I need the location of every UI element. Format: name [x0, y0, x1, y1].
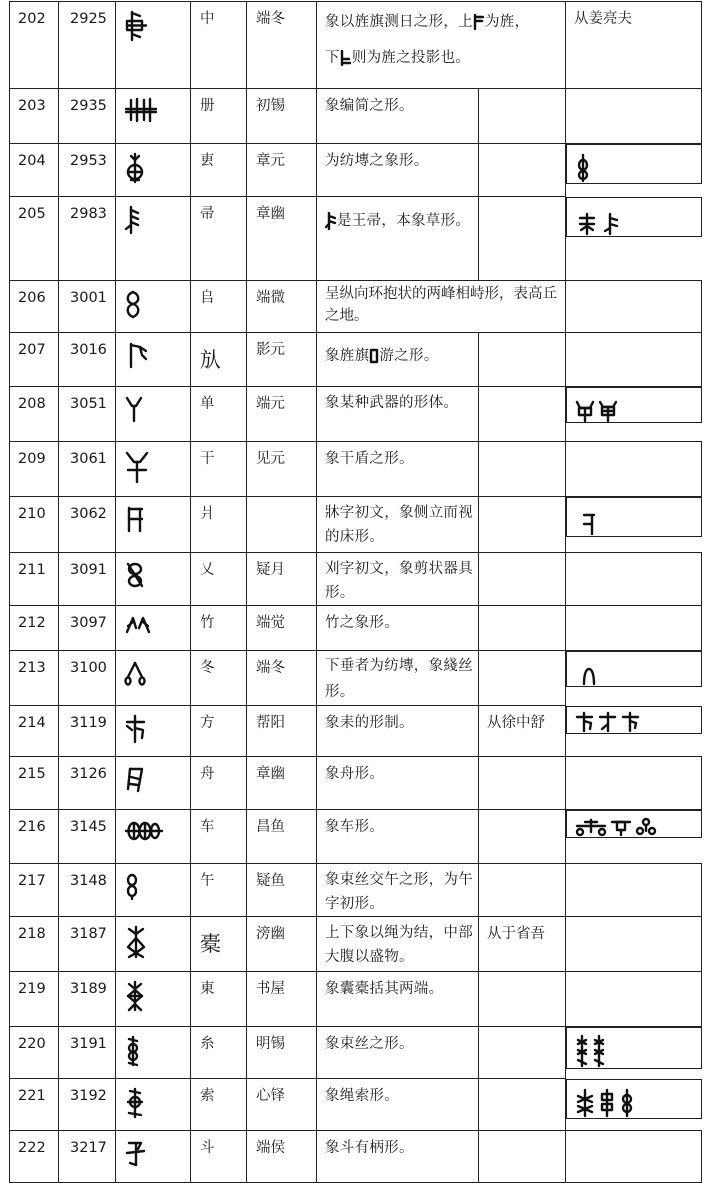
row-number: 207 [10, 333, 59, 387]
character-id: 3126 [59, 757, 116, 810]
modern-character: 爿 [191, 497, 247, 553]
flag-top-icon [473, 14, 485, 30]
explanation [317, 2, 566, 89]
row-number: 214 [10, 706, 59, 757]
modern-character: 叀 [191, 144, 247, 197]
character-id: 3191 [59, 1027, 116, 1079]
row-number: 220 [10, 1027, 59, 1079]
character-id: 2935 [59, 89, 116, 144]
explanation: 象某种武器的形体。 [317, 387, 479, 442]
table-row [10, 1079, 702, 1131]
reference-forms [566, 1079, 702, 1119]
row-number: 221 [10, 1079, 59, 1131]
table-row [10, 2, 702, 89]
character-id: 2953 [59, 144, 116, 197]
character-id: 3062 [59, 497, 116, 553]
modern-character: 册 [191, 89, 247, 144]
table-row [10, 651, 702, 706]
phonology: 端冬 [247, 651, 317, 706]
row-number: 212 [10, 606, 59, 651]
suo-ref-icon-3 [619, 1088, 635, 1118]
dan-ref-icon-1 [575, 400, 595, 422]
note [479, 1027, 566, 1079]
reference-forms [566, 864, 702, 917]
explanation: 象舟形。 [317, 757, 479, 810]
gan-oracle-icon [116, 442, 191, 497]
suo-ref-icon-1 [575, 1088, 595, 1118]
character-id: 3016 [59, 333, 116, 387]
note [479, 1079, 566, 1131]
phonology: 疑鱼 [247, 864, 317, 917]
explanation-text: 是王帚，本象草形。 [337, 213, 471, 229]
modern-character: 车 [191, 810, 247, 864]
row-number: 222 [10, 1131, 59, 1183]
table-row [10, 442, 702, 497]
note: 从姜亮夫 [566, 2, 702, 89]
character-id: 2983 [59, 197, 116, 281]
phonology: 疑月 [247, 553, 317, 606]
explanation: 下垂者为纺塼，象綫丝形。 [317, 651, 479, 706]
fang-ref-icon-2 [598, 711, 618, 733]
table-row [10, 333, 702, 387]
note [479, 89, 566, 144]
character-id: 3145 [59, 810, 116, 864]
row-number: 204 [10, 144, 59, 197]
table-row [10, 606, 702, 651]
character-id: 3097 [59, 606, 116, 651]
modern-character: 单 [191, 387, 247, 442]
phonology: 昌鱼 [247, 810, 317, 864]
explanation: 竹之象形。 [317, 606, 479, 651]
table-row [10, 387, 702, 442]
table-row [10, 706, 702, 757]
row-number: 216 [10, 810, 59, 864]
character-id: 3091 [59, 553, 116, 606]
table-row [10, 810, 702, 864]
modern-character: 方 [191, 706, 247, 757]
yi-oracle-icon [116, 553, 191, 606]
row-number: 203 [10, 89, 59, 144]
fang-ref-icon-3 [621, 711, 641, 733]
modern-character: 㫃 [191, 333, 247, 387]
row-number: 208 [10, 387, 59, 442]
modern-character: 舟 [191, 757, 247, 810]
character-id: 3217 [59, 1131, 116, 1183]
note [479, 1131, 566, 1183]
table-row [10, 144, 702, 197]
phonology: 端觉 [247, 606, 317, 651]
table-row [10, 864, 702, 917]
chou-oracle-icon [116, 197, 191, 281]
character-id: 2925 [59, 2, 116, 89]
reference-forms [566, 651, 702, 687]
reference-forms [566, 442, 702, 497]
note [479, 864, 566, 917]
reference-forms [566, 333, 702, 387]
explanation [317, 333, 479, 387]
qiang-ref-icon [581, 512, 597, 536]
row-number: 218 [10, 917, 59, 972]
reference-forms [566, 810, 702, 838]
zhong-oracle-icon [116, 2, 191, 89]
zhuan-ref-icon [577, 153, 589, 183]
reference-forms [566, 706, 702, 734]
table-row [10, 281, 702, 333]
row-number: 206 [10, 281, 59, 333]
mi-ref-icon-2 [592, 1034, 606, 1068]
note: 从徐中舒 [479, 706, 566, 757]
explanation: 象编简之形。 [317, 89, 479, 144]
reference-forms [566, 1027, 702, 1069]
phonology: 帮阳 [247, 706, 317, 757]
note [479, 810, 566, 864]
phonology: 影元 [247, 333, 317, 387]
che-ref-icon-1 [575, 817, 607, 837]
character-id: 3001 [59, 281, 116, 333]
qiang-oracle-icon [116, 497, 191, 553]
row-number: 202 [10, 2, 59, 89]
note [479, 651, 566, 706]
note [479, 333, 566, 387]
dui-oracle-icon [116, 281, 191, 333]
table-row [10, 972, 702, 1027]
table-row [10, 1131, 702, 1183]
phonology: 章幽 [247, 757, 317, 810]
explanation: 刈字初文，象剪状器具形。 [317, 553, 479, 606]
explanation-text: 象以旌旗测日之形，上 [325, 14, 473, 30]
phonology: 端元 [247, 387, 317, 442]
note: 从于省吾 [479, 917, 566, 972]
character-id: 3148 [59, 864, 116, 917]
reference-forms [566, 606, 702, 651]
character-id: 3119 [59, 706, 116, 757]
ce-oracle-icon [116, 89, 191, 144]
che-oracle-icon [116, 810, 191, 864]
modern-character: 帚 [191, 197, 247, 281]
character-id: 3051 [59, 387, 116, 442]
phonology: 章幽 [247, 197, 317, 281]
row-number: 213 [10, 651, 59, 706]
explanation: 象束丝交午之形，为午字初形。 [317, 864, 479, 917]
note [479, 197, 566, 281]
reference-forms [566, 197, 702, 237]
yan-oracle-icon [116, 333, 191, 387]
chou-ref-icon-1 [575, 212, 599, 236]
zhou-oracle-icon [116, 757, 191, 810]
suo-oracle-icon [116, 1079, 191, 1131]
note [479, 387, 566, 442]
explanation-text: 为旌， [485, 14, 530, 30]
row-number: 211 [10, 553, 59, 606]
explanation-text: 象旌旗 [325, 348, 370, 364]
modern-character: 午 [191, 864, 247, 917]
phonology: 书屋 [247, 972, 317, 1027]
note [479, 606, 566, 651]
modern-character: 冬 [191, 651, 247, 706]
modern-character: 𠂤 [191, 281, 247, 333]
dan-ref-icon-2 [598, 400, 618, 422]
row-number: 215 [10, 757, 59, 810]
zhu-oracle-icon [116, 606, 191, 651]
explanation [317, 197, 479, 281]
modern-character: 糸 [191, 1027, 247, 1079]
modern-character: 斗 [191, 1131, 247, 1183]
row-number: 205 [10, 197, 59, 281]
phonology [247, 497, 317, 553]
fang-oracle-icon [116, 706, 191, 757]
note [479, 442, 566, 497]
row-number: 219 [10, 972, 59, 1027]
reference-forms [566, 387, 702, 423]
reference-forms [566, 917, 702, 972]
che-ref-icon-2 [610, 817, 632, 837]
explanation: 象斗有柄形。 [317, 1131, 479, 1183]
dou-oracle-icon [116, 1131, 191, 1183]
table-row [10, 1027, 702, 1079]
phonology: 端冬 [247, 2, 317, 89]
explanation: 象车形。 [317, 810, 479, 864]
phonology: 滂幽 [247, 917, 317, 972]
explanation-text: 则为旌之投影也。 [351, 50, 471, 66]
dong-ref-icon [581, 666, 597, 686]
modern-character: 中 [191, 2, 247, 89]
wu-oracle-icon [116, 864, 191, 917]
explanation: 象绳索形。 [317, 1079, 479, 1131]
dong-oracle-icon [116, 651, 191, 706]
chou-inline-icon [325, 212, 337, 230]
reference-forms [566, 972, 702, 1027]
note [479, 144, 566, 197]
character-id: 3100 [59, 651, 116, 706]
che-ref-icon-3 [635, 817, 657, 837]
explanation: 牀字初文，象侧立而视的床形。 [317, 497, 479, 553]
chou-ref-icon-2 [602, 212, 620, 236]
modern-character: 乂 [191, 553, 247, 606]
phonology: 见元 [247, 442, 317, 497]
explanation: 象耒的形制。 [317, 706, 479, 757]
modern-character: 干 [191, 442, 247, 497]
row-number: 209 [10, 442, 59, 497]
character-id: 3192 [59, 1079, 116, 1131]
explanation: 象束丝之形。 [317, 1027, 479, 1079]
dan-oracle-icon [116, 387, 191, 442]
phonology: 端侯 [247, 1131, 317, 1183]
modern-character: 索 [191, 1079, 247, 1131]
note [479, 553, 566, 606]
explanation-text: 游之形。 [379, 348, 439, 364]
character-id: 3061 [59, 442, 116, 497]
tuo-oracle-icon [116, 917, 191, 972]
table-row [10, 89, 702, 144]
reference-forms [566, 497, 702, 537]
phonology: 端微 [247, 281, 317, 333]
mi-ref-icon-1 [575, 1034, 589, 1068]
modern-character: 東 [191, 972, 247, 1027]
row-number: 217 [10, 864, 59, 917]
modern-character: 橐 [191, 917, 247, 972]
character-table [9, 1, 702, 1183]
suo-ref-icon-2 [598, 1088, 616, 1118]
row-number: 210 [10, 497, 59, 553]
phonology: 初锡 [247, 89, 317, 144]
shu-oracle-icon [116, 972, 191, 1027]
character-id: 3189 [59, 972, 116, 1027]
explanation: 呈纵向环抱状的两峰相峙形，表高丘之地。 [317, 281, 566, 333]
phonology: 章元 [247, 144, 317, 197]
note [479, 972, 566, 1027]
explanation: 上下象以绳为结，中部大腹以盛物。 [317, 917, 479, 972]
you-inline-icon [369, 348, 379, 364]
phonology: 明锡 [247, 1027, 317, 1079]
modern-character: 竹 [191, 606, 247, 651]
reference-forms [566, 757, 702, 810]
mi-oracle-icon [116, 1027, 191, 1079]
flag-bottom-icon [340, 50, 352, 66]
note [479, 757, 566, 810]
explanation: 象干盾之形。 [317, 442, 479, 497]
character-id: 3187 [59, 917, 116, 972]
table-row [10, 757, 702, 810]
explanation: 象囊橐括其两端。 [317, 972, 479, 1027]
reference-forms [566, 144, 702, 184]
reference-forms [566, 1131, 702, 1183]
explanation-text: 下 [325, 50, 340, 66]
table-row [10, 553, 702, 606]
table-row [10, 497, 702, 553]
table-row [10, 197, 702, 281]
fang-ref-icon-1 [575, 711, 595, 733]
phonology: 心铎 [247, 1079, 317, 1131]
explanation: 为纺塼之象形。 [317, 144, 479, 197]
note [479, 497, 566, 553]
reference-forms [566, 281, 702, 333]
reference-forms [566, 89, 702, 144]
reference-forms [566, 553, 702, 606]
table-row [10, 917, 702, 972]
zhuan-oracle-icon [116, 144, 191, 197]
